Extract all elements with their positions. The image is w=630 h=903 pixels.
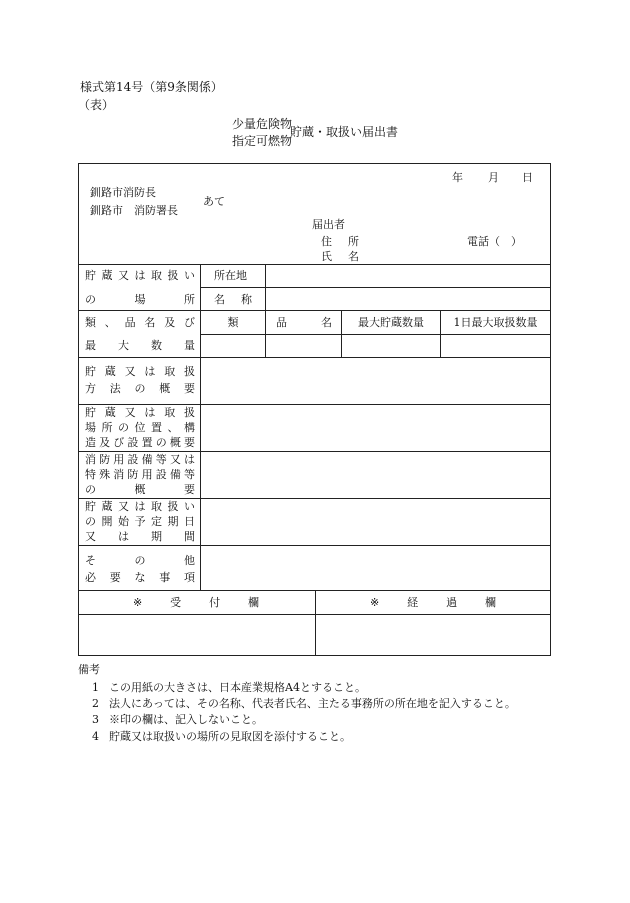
notes-title: 備考 — [78, 663, 100, 676]
col-kind: 類 — [227, 316, 239, 329]
note-number: 2 — [92, 697, 99, 710]
place-label: 貯 蔵 又 は 取 扱 — [85, 406, 195, 419]
title-bottom: 指定可燃物 — [232, 134, 293, 148]
note-text: ※印の欄は、記入しないこと。 — [109, 713, 263, 726]
col-daily-max: 1日最大取扱数量 — [453, 316, 538, 329]
method-label-2: 方 法 の 概 要 — [85, 382, 195, 395]
form-side: （表） — [78, 98, 115, 112]
notifier-phone: 電話（ ） — [467, 235, 522, 248]
address-label: 所在地 — [214, 269, 247, 282]
note-text: この用紙の大きさは、日本産業規格A4とすること。 — [109, 681, 366, 694]
note-text: 法人にあっては、その名称、代表者氏名、主たる事務所の所在地を記入すること。 — [109, 697, 516, 710]
other-label: そ の 他 — [85, 554, 195, 567]
start-date-label: 貯 蔵 又 は 取 扱 い — [85, 500, 195, 513]
max-quantity-label: 最 大 数 量 — [85, 339, 195, 352]
method-label: 貯 蔵 又 は 取 扱 — [85, 365, 195, 378]
location-label-2: の 場 所 — [85, 293, 195, 306]
form-number: 様式第14号（第9条関係） — [80, 80, 223, 94]
col-max-storage: 最大貯蔵数量 — [358, 316, 424, 329]
fire-chief: 釧路市消防長 — [90, 186, 156, 199]
name-label: 名 称 — [214, 293, 252, 306]
note-number: 4 — [92, 730, 99, 743]
place-label-2: 場 所 の 位 置 、 構 — [85, 421, 195, 434]
start-date-label-2: の 開 始 予 定 期 日 — [85, 515, 195, 528]
note-number: 1 — [92, 681, 99, 694]
date-month: 月 — [488, 171, 499, 184]
fire-station-chief: 釧路市 消防署長 — [90, 204, 178, 217]
progress-column-header: ※ 経 過 欄 — [370, 596, 496, 609]
fire-equipment-label-3: の 概 要 — [85, 483, 195, 496]
kind-label: 類 、 品 名 及 び — [85, 316, 195, 329]
fire-equipment-label: 消 防 用 設 備 等 又 は — [85, 453, 195, 466]
notifier-name-label: 氏 名 — [321, 250, 359, 263]
date-year: 年 — [452, 171, 463, 184]
title-top: 少量危険物 — [232, 117, 293, 131]
note-text: 貯蔵又は取扱いの場所の見取図を添付すること。 — [109, 730, 351, 743]
col-item-name: 品 名 — [276, 316, 332, 329]
notifier-address-label: 住 所 — [321, 235, 359, 248]
start-date-label-3: 又 は 期 間 — [85, 530, 195, 543]
title-main: 貯蔵・取扱い届出書 — [290, 125, 399, 139]
addressee-ate: あて — [203, 195, 225, 208]
other-label-2: 必 要 な 事 項 — [85, 571, 195, 584]
note-number: 3 — [92, 713, 99, 726]
location-label: 貯 蔵 又 は 取 扱 い — [85, 269, 195, 282]
date-day: 日 — [522, 171, 533, 184]
place-label-3: 造 及 び 設 置 の 概 要 — [85, 436, 195, 449]
fire-equipment-label-2: 特 殊 消 防 用 設 備 等 — [85, 468, 195, 481]
notifier-label: 届出者 — [312, 218, 345, 231]
receipt-column-header: ※ 受 付 欄 — [133, 596, 259, 609]
